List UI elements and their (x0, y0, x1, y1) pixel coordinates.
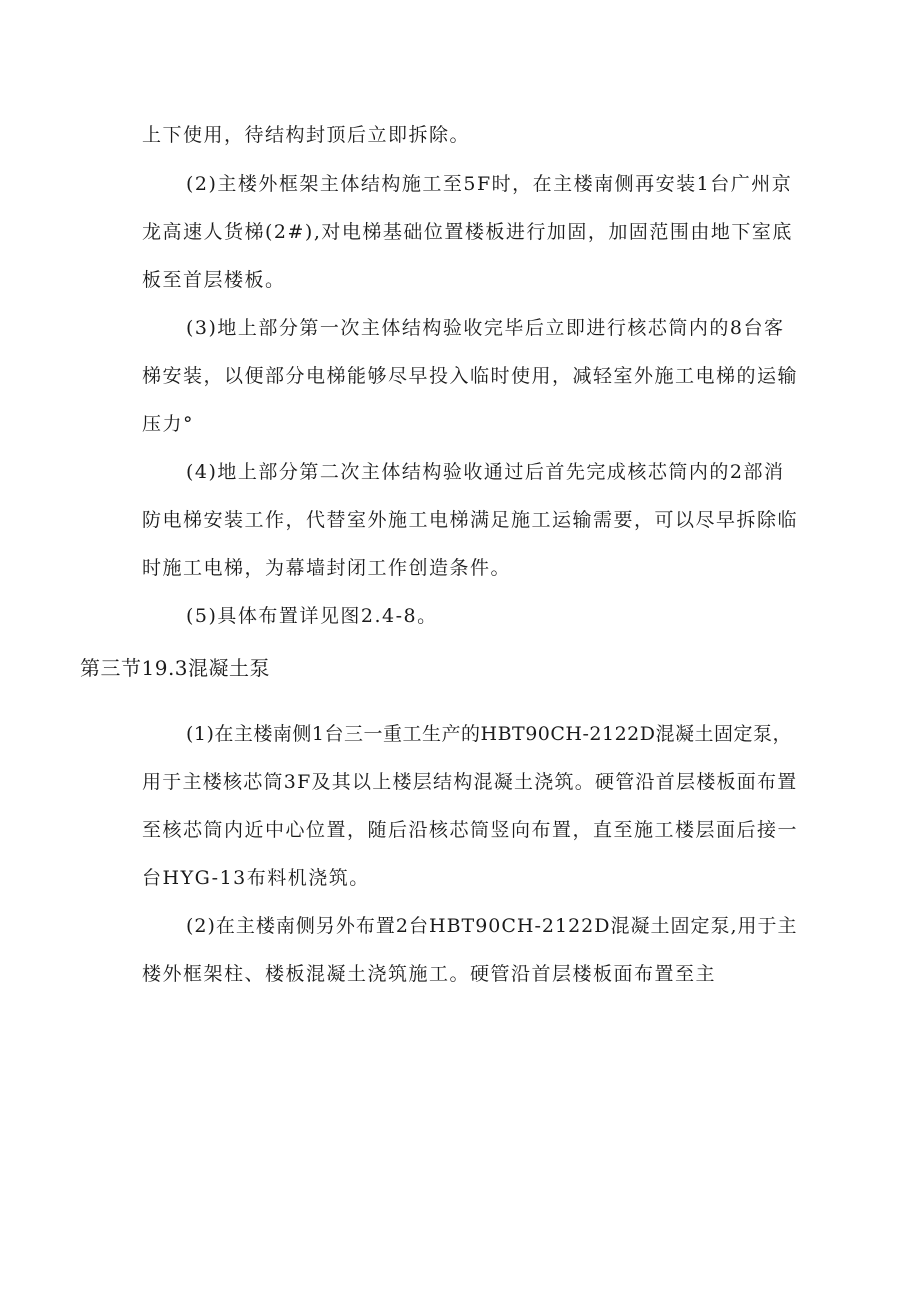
section-heading: 第三节19.3混凝土泵 (80, 656, 271, 680)
paragraph-line: 上下使用，待结构封顶后立即拆除。 (142, 124, 471, 146)
paragraph-line: (5)具体布置详见图2.4-8。 (186, 605, 438, 627)
paragraph-line: 梯安装，以便部分电梯能够尽早投入临时使用，减轻室外施工电梯的运输 (142, 365, 799, 387)
paragraph-line: 龙高速人货梯(2#),对电梯基础位置楼板进行加固，加固范围由地下室底 (142, 221, 793, 243)
paragraph-line: (2)主楼外框架主体结构施工至5F时，在主楼南侧再安装1台广州京 (186, 173, 793, 195)
paragraph-line: 板至首层楼板。 (142, 269, 286, 291)
paragraph-line: 时施工电梯，为幕墙封闭工作创造条件。 (142, 557, 512, 579)
paragraph-line: 楼外框架柱、楼板混凝土浇筑施工。硬管沿首层楼板面布置至主 (142, 963, 717, 985)
paragraph-line: 至核芯筒内近中心位置，随后沿核芯筒竖向布置，直至施工楼层面后接一 (142, 819, 799, 841)
paragraph-line: (3)地上部分第一次主体结构验收完毕后立即进行核芯筒内的8台客 (186, 317, 785, 339)
paragraph-line: (4)地上部分第二次主体结构验收通过后首先完成核芯筒内的2部消 (186, 461, 785, 483)
paragraph-line: 压力° (142, 413, 195, 435)
paragraph-line: 用于主楼核芯筒3F及其以上楼层结构混凝土浇筑。硬管沿首层楼板面布置 (142, 771, 798, 793)
paragraph-line: (2)在主楼南侧另外布置2台HBT90CH-2122D混凝土固定泵,用于主 (186, 915, 798, 937)
paragraph-line: 台HYG-13布料机浇筑。 (142, 867, 370, 889)
paragraph-line: (1)在主楼南侧1台三一重工生产的HBT90CH-2122D混凝土固定泵， (186, 723, 792, 745)
paragraph-line: 防电梯安装工作，代替室外施工电梯满足施工运输需要，可以尽早拆除临 (142, 509, 799, 531)
